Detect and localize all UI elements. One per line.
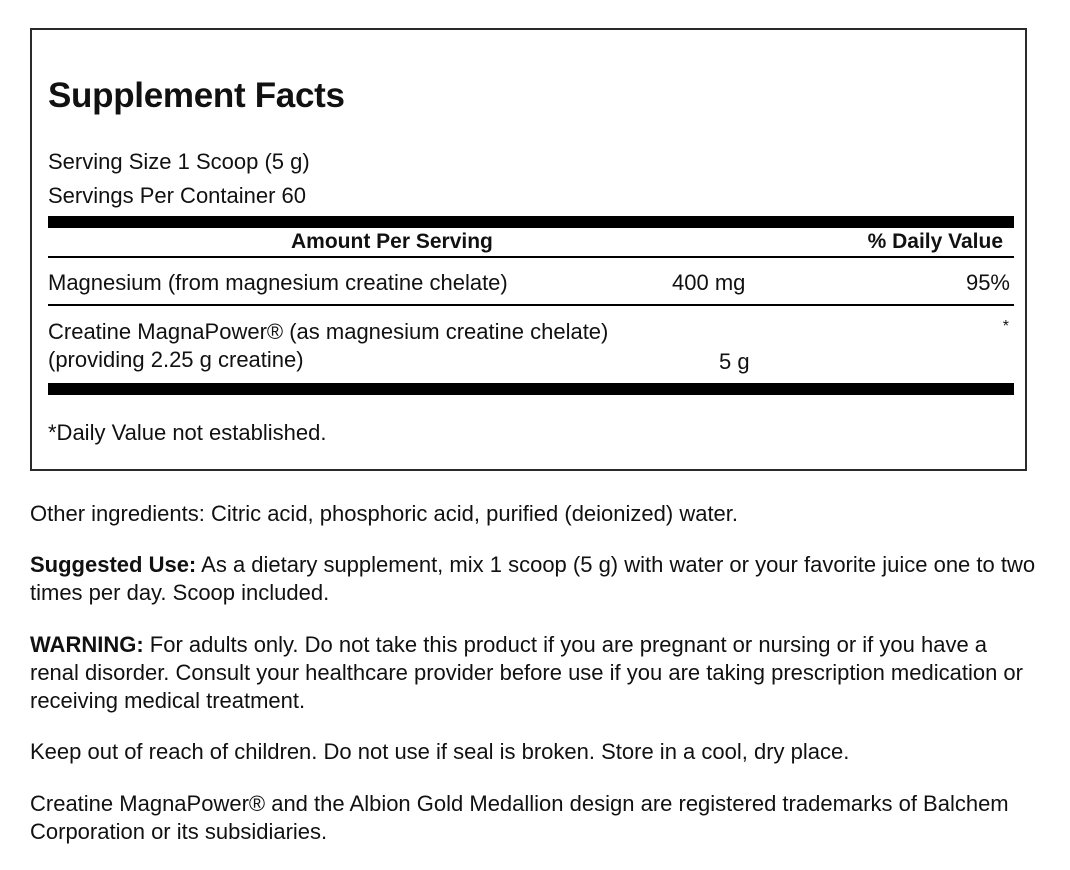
nutrient-name-magnesium: Magnesium (from magnesium creatine chelate) <box>48 270 508 295</box>
nutrient-name-creatine-line2: (providing 2.25 g creatine) <box>48 347 304 372</box>
warning-text: For adults only. Do not take this product if you are pregnant or nursing or if you have a renal disorder. Consult your healthcare provider before use if you are taking prescription medication or receiving medical treatment. <box>30 632 1023 713</box>
suggested-use-label: Suggested Use: <box>30 552 197 577</box>
trademark-note: Creatine MagnaPower® and the Albion Gold Medallion design are registered trademarks of Balchem Corporation or its subsidiaries. <box>30 791 1009 844</box>
nutrient-amount-magnesium: 400 mg <box>672 270 746 295</box>
thick-divider-top <box>48 216 1014 228</box>
suggested-use-text: As a dietary supplement, mix 1 scoop (5 g) with water or your favorite juice one to two times per day. Scoop included. <box>30 552 1036 605</box>
daily-value-header: % Daily Value <box>867 230 1003 253</box>
amount-per-serving-header: Amount Per Serving <box>291 230 493 253</box>
divider-header <box>48 256 1014 258</box>
nutrient-dv-magnesium: 95% <box>965 270 1010 295</box>
thick-divider-bottom <box>48 383 1014 395</box>
nutrient-dv-creatine: * <box>1002 318 1009 335</box>
nutrient-amount-creatine: 5 g <box>719 349 750 374</box>
suggested-use <box>30 551 1040 607</box>
facts-footnote: *Daily Value not established. <box>48 420 327 445</box>
serving-size: Serving Size 1 Scoop (5 g) <box>48 149 310 174</box>
divider-row <box>48 304 1014 306</box>
supplement-facts-panel <box>30 28 1027 471</box>
facts-title: Supplement Facts <box>48 76 345 115</box>
warning <box>30 631 1040 715</box>
servings-per-container: Servings Per Container 60 <box>48 183 307 208</box>
storage-note: Keep out of reach of children. Do not use if seal is broken. Store in a cool, dry place. <box>30 739 850 764</box>
warning-label: WARNING: <box>30 632 144 657</box>
nutrient-name-creatine-line1: Creatine MagnaPower® (as magnesium creatine chelate) <box>48 319 609 344</box>
other-ingredients: Other ingredients: Citric acid, phosphoric acid, purified (deionized) water. <box>30 501 739 526</box>
